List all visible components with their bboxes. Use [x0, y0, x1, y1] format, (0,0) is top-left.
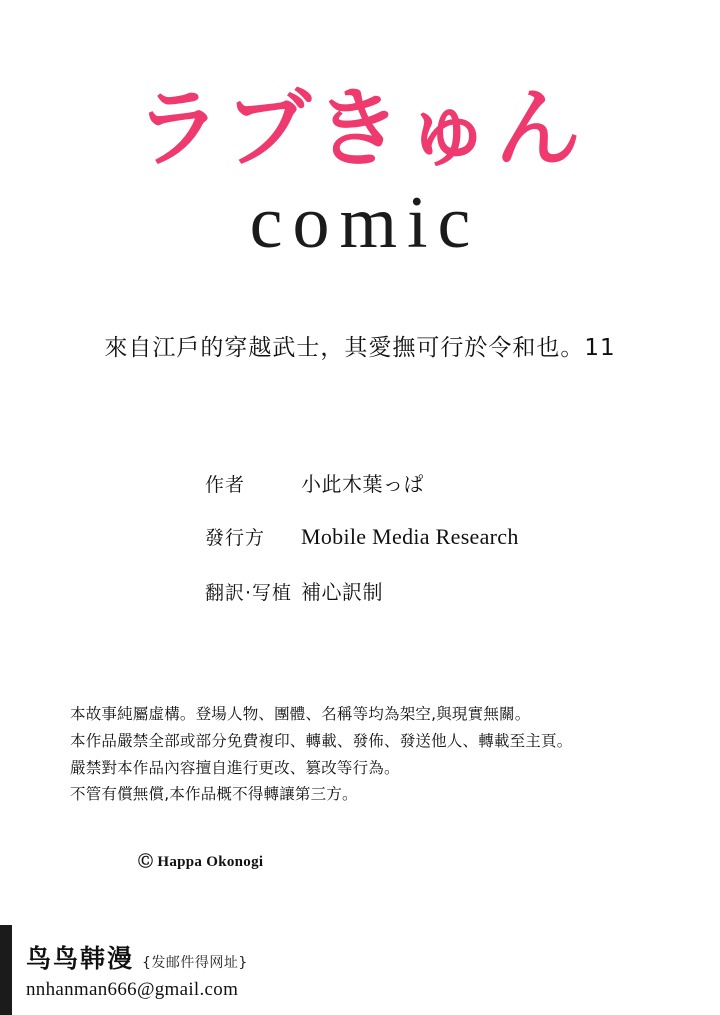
- credit-row: [205, 468, 720, 497]
- footer-content: [0, 939, 248, 1001]
- watermark-footer: [0, 925, 720, 1015]
- credit-row: [205, 523, 720, 550]
- footer-email: nnhanman666@gmail.com: [26, 979, 239, 1000]
- title-block: [0, 332, 720, 364]
- credit-label: 作者: [205, 474, 246, 497]
- credit-label: 翻訳·写植: [205, 582, 293, 605]
- credit-label: 發行方: [205, 527, 266, 550]
- footer-accent-bar: [0, 925, 12, 1015]
- credits-list: [0, 468, 720, 605]
- credit-value: Mobile Media Research: [301, 524, 519, 550]
- notice-line: 本故事純屬虛構。登場人物、團體、名稱等均為架空,與現實無關。: [70, 705, 531, 724]
- footer-brand-name: 鸟鸟韩漫: [26, 944, 135, 973]
- logo-latin-text: comic: [249, 182, 481, 264]
- credit-value: 小此木葉っぱ: [301, 472, 424, 497]
- credit-value: 補心訳制: [301, 580, 383, 605]
- copyright-text: Ⓒ Happa Okonogi: [138, 853, 264, 870]
- notice-line: 嚴禁對本作品內容擅自進行更改、篡改等行為。: [70, 758, 400, 777]
- page-title: 來自江戶的穿越武士，其愛撫可行於令和也。11: [104, 335, 616, 361]
- footer-note: {发邮件得网址}: [142, 955, 248, 971]
- notice-line: 本作品嚴禁全部或部分免費複印、轉載、發佈、發送他人、轉載至主頁。: [70, 731, 573, 750]
- credit-row: [205, 576, 720, 605]
- legal-notice: [0, 701, 720, 808]
- logo-japanese-text: ラブきゅん: [135, 79, 585, 179]
- magazine-logo: [0, 79, 720, 264]
- footer-top-row: [26, 939, 248, 975]
- notice-line: 不管有償無償,本作品概不得轉讓第三方。: [70, 785, 358, 804]
